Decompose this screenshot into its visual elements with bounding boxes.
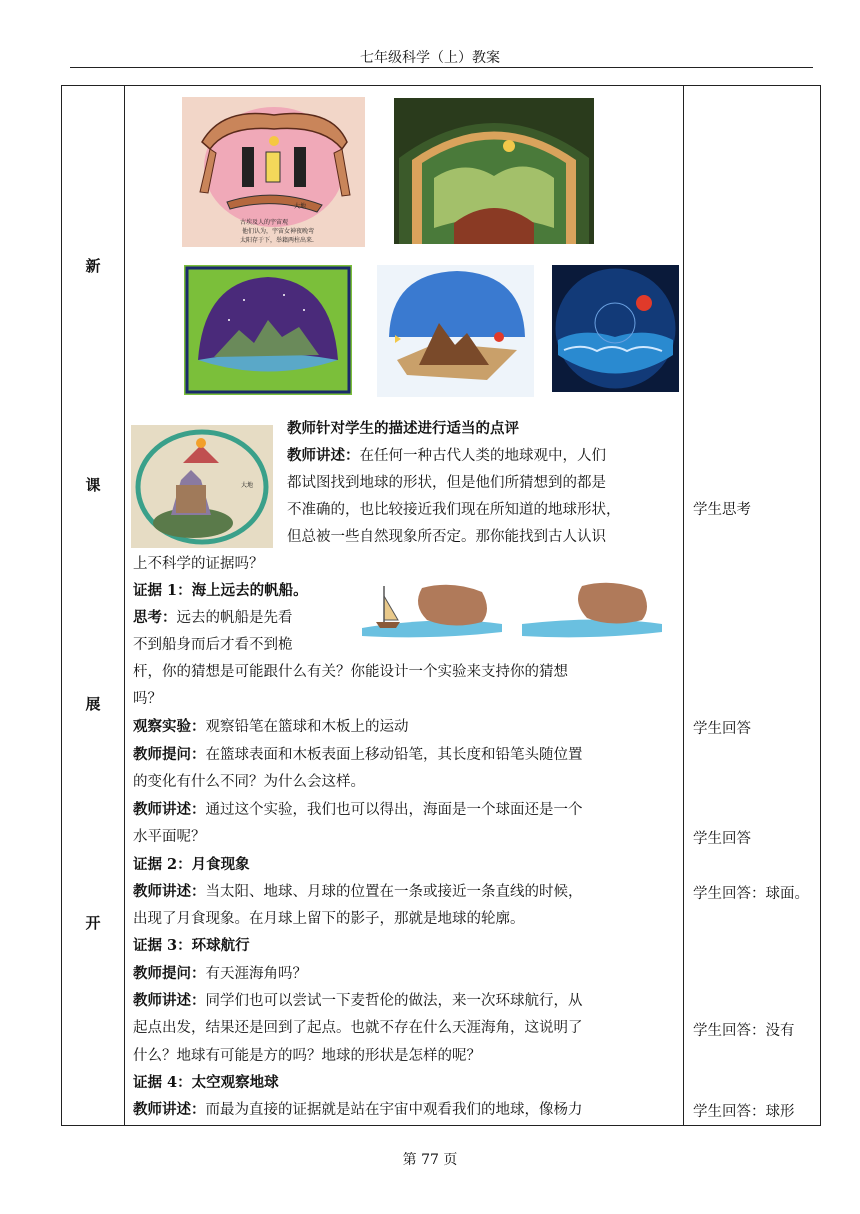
student-activity-think: 学生思考 bbox=[693, 502, 751, 518]
text-line: 不到船身而后才看不到桅 bbox=[133, 637, 293, 653]
text-line: 思考：远去的帆船是先看 bbox=[133, 609, 293, 626]
text-line: 什么？地球有可能是方的吗？地球的形状是怎样的呢？ bbox=[133, 1048, 481, 1064]
teacher-narration-label: 教师讲述： bbox=[133, 992, 206, 1009]
side-label-ke: 课 bbox=[85, 476, 101, 494]
text-line: 教师讲述：通过这个实验，我们也可以得出，海面是一个球面还是一个 bbox=[133, 801, 583, 818]
text-line: 的变化有什么不同？为什么会这样。 bbox=[133, 774, 365, 790]
teacher-question-label: 教师提问： bbox=[133, 746, 206, 763]
ship-at-sea-image bbox=[342, 560, 676, 650]
text-line: 起点出发，结果还是回到了起点。也就不存在什么天涯海角，这说明了 bbox=[133, 1020, 583, 1036]
evidence-3-heading: 证据 3：环球航行 bbox=[133, 937, 250, 954]
teacher-narration-label: 教师讲述： bbox=[133, 801, 206, 818]
student-activity-answer: 学生回答 bbox=[693, 831, 751, 847]
teacher-comment-heading: 教师针对学生的描述进行适当的点评 bbox=[287, 420, 519, 437]
text-line: 出现了月食现象。在月球上留下的影子，那就是地球的轮廓。 bbox=[133, 911, 525, 927]
text-line: 不准确的，也比较接近我们现在所知道的地球形状， bbox=[287, 502, 621, 518]
student-activity-answer-no: 学生回答：没有 bbox=[693, 1023, 795, 1039]
text-line: 水平面呢？ bbox=[133, 829, 206, 845]
text-line: 教师讲述：同学们也可以尝试一下麦哲伦的做法，来一次环球航行，从 bbox=[133, 992, 583, 1009]
text-line: 吗？ bbox=[133, 691, 162, 707]
egypt-caption-3: 太阳存于下，举籍两柱出来. bbox=[240, 237, 314, 244]
teacher-narration-label: 教师讲述： bbox=[133, 1101, 206, 1118]
text-line: 教师讲述：当太阳、地球、月球的位置在一条或接近一条直线的时候， bbox=[133, 883, 583, 900]
page-header-title: 七年级科学（上）教案 bbox=[360, 50, 500, 66]
teacher-question-label: 教师提问： bbox=[133, 965, 206, 982]
egypt-caption-1: 古埃及人的宇宙观 bbox=[240, 219, 289, 226]
student-activity-answer-round: 学生回答：球形 bbox=[693, 1104, 795, 1120]
blue-dome-mountain-image bbox=[377, 265, 534, 397]
text-line: 观察实验：观察铅笔在篮球和木板上的运动 bbox=[133, 718, 409, 735]
text-line: 教师讲述：而最为直接的证据就是站在宇宙中观看我们的地球，像杨力 bbox=[133, 1101, 583, 1118]
evidence-1-heading: 证据 1：海上远去的帆船。 bbox=[133, 582, 308, 599]
side-label-kai: 开 bbox=[85, 914, 101, 932]
text-line: 但总被一些自然现象所否定。那你能找到古人认识 bbox=[287, 529, 606, 545]
column-divider-1 bbox=[124, 86, 125, 1125]
text-line: 杆，你的猜想是可能跟什么有关？你能设计一个实验来支持你的猜想 bbox=[133, 664, 568, 680]
think-label: 思考： bbox=[133, 609, 177, 626]
student-activity-answer-sphere: 学生回答：球面。 bbox=[693, 886, 809, 902]
observation-label: 观察实验： bbox=[133, 718, 206, 735]
evidence-2-heading: 证据 2：月食现象 bbox=[133, 856, 250, 873]
evidence-4-heading: 证据 4：太空观察地球 bbox=[133, 1074, 279, 1091]
column-divider-2 bbox=[683, 86, 684, 1125]
text-line: 上不科学的证据吗？ bbox=[133, 556, 264, 572]
turtle-earth-label: 大地 bbox=[241, 482, 254, 489]
circle-cosmos-waves-image bbox=[552, 265, 679, 392]
side-label-xin: 新 bbox=[85, 257, 101, 275]
starry-dome-island-image bbox=[184, 265, 352, 395]
text-line: 教师提问：在篮球表面和木板表面上移动铅笔，其长度和铅笔头随位置 bbox=[133, 746, 583, 763]
side-label-zhan: 展 bbox=[85, 695, 101, 713]
teacher-narration-label: 教师讲述： bbox=[287, 447, 360, 464]
egypt-caption-2: 他们认为，宇宙女神夜晚弯 bbox=[242, 228, 315, 235]
text-line: 教师讲述：在任何一种古代人类的地球观中，人们 bbox=[287, 447, 606, 464]
dome-cosmos-image bbox=[394, 98, 594, 244]
turtle-snake-cosmos-image bbox=[131, 425, 273, 548]
page-number: 第 77 页 bbox=[402, 1152, 458, 1168]
header-rule bbox=[70, 67, 813, 68]
text-line: 都试图找到地球的形状，但是他们所猜想到的都是 bbox=[287, 475, 606, 491]
text-line: 教师提问：有天涯海角吗？ bbox=[133, 965, 307, 982]
egypt-earth-label: 大地 bbox=[294, 203, 307, 210]
student-activity-answer: 学生回答 bbox=[693, 721, 751, 737]
teacher-narration-label: 教师讲述： bbox=[133, 883, 206, 900]
egyptian-cosmos-image bbox=[182, 97, 365, 247]
